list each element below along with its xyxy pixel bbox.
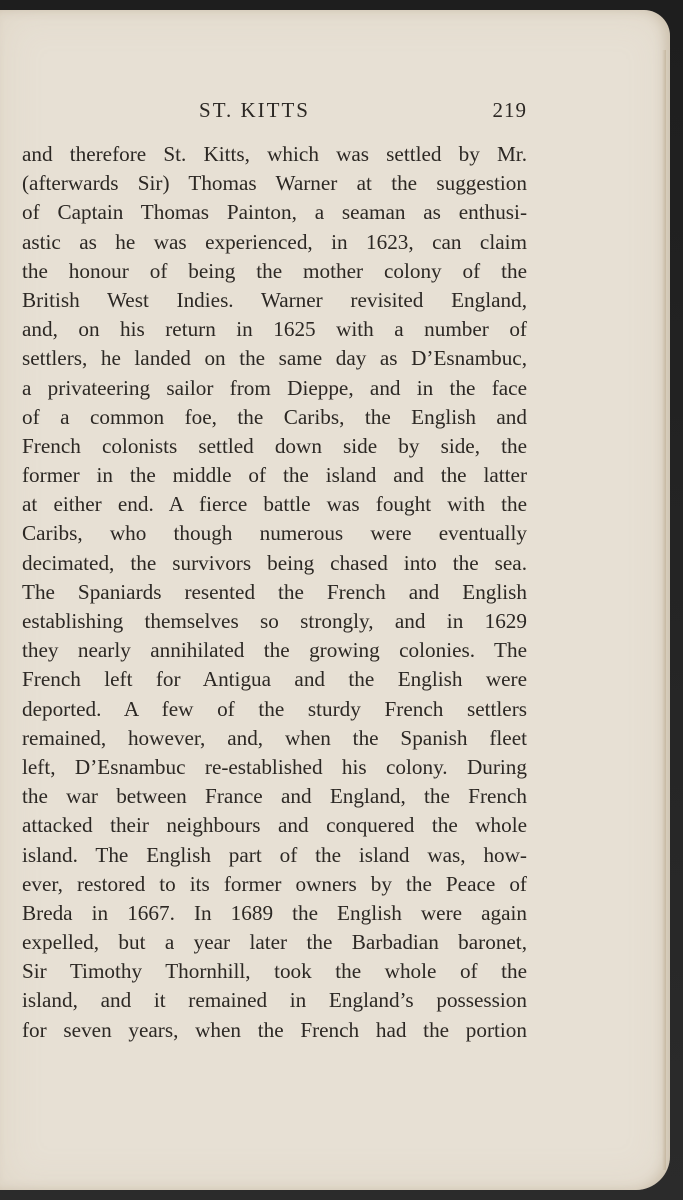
text-line: left, D’Esnambuc re-established his colony. During	[22, 754, 527, 779]
text-line: ever, restored to its former owners by the Peace of	[22, 871, 527, 896]
page-header	[22, 98, 527, 128]
text-line: Breda in 1667. In 1689 the English were again	[22, 900, 527, 925]
text-line: expelled, but a year later the Barbadian baronet,	[22, 930, 527, 955]
text-line: at either end. A fierce battle was fought with the	[22, 492, 527, 517]
text-line: Caribs, who though numerous were eventually	[22, 521, 527, 546]
text-line: remained, however, and, when the Spanish fleet	[22, 725, 527, 750]
text-line: the war between France and England, the French	[22, 784, 527, 809]
text-line: decimated, the survivors being chased into the sea.	[22, 550, 527, 575]
text-line: French colonists settled down side by side, the	[22, 433, 527, 458]
text-line: island, and it remained in England’s possession	[22, 988, 527, 1013]
text-line: and therefore St. Kitts, which was settled by Mr.	[22, 142, 527, 166]
text-line: attacked their neighbours and conquered the whole	[22, 813, 527, 838]
running-head: ST. KITTS	[199, 98, 310, 122]
text-line: The Spaniards resented the French and English	[22, 579, 527, 604]
text-line: Sir Timothy Thornhill, took the whole of the	[22, 959, 527, 984]
text-line: a privateering sailor from Dieppe, and in the face	[22, 375, 527, 400]
text-line: for seven years, when the French had the portion	[22, 1017, 527, 1042]
text-line: former in the middle of the island and the latter	[22, 463, 527, 488]
text-line: (afterwards Sir) Thomas Warner at the suggestion	[22, 171, 527, 196]
text-line: establishing themselves so strongly, and in 1629	[22, 609, 527, 633]
text-line: astic as he was experienced, in 1623, can claim	[22, 229, 527, 254]
text-line: island. The English part of the island was, how-	[22, 842, 527, 867]
text-line: the honour of being the mother colony of the	[22, 258, 527, 283]
text-line: of Captain Thomas Painton, a seaman as enthusi-	[22, 200, 527, 225]
text-line: and, on his return in 1625 with a number of	[22, 317, 527, 342]
book-page	[0, 10, 670, 1190]
text-line: deported. A few of the sturdy French settlers	[22, 696, 527, 721]
text-line: settlers, he landed on the same day as D’Esnambuc,	[22, 346, 527, 371]
body-text	[22, 140, 527, 1045]
text-line: they nearly annihilated the growing colonies. The	[22, 638, 527, 663]
page-number: 219	[492, 98, 527, 122]
text-line: of a common foe, the Caribs, the English and	[22, 404, 527, 429]
page-edge-shadow	[662, 50, 666, 1170]
text-line: French left for Antigua and the English were	[22, 667, 527, 692]
text-line: British West Indies. Warner revisited England,	[22, 287, 527, 312]
